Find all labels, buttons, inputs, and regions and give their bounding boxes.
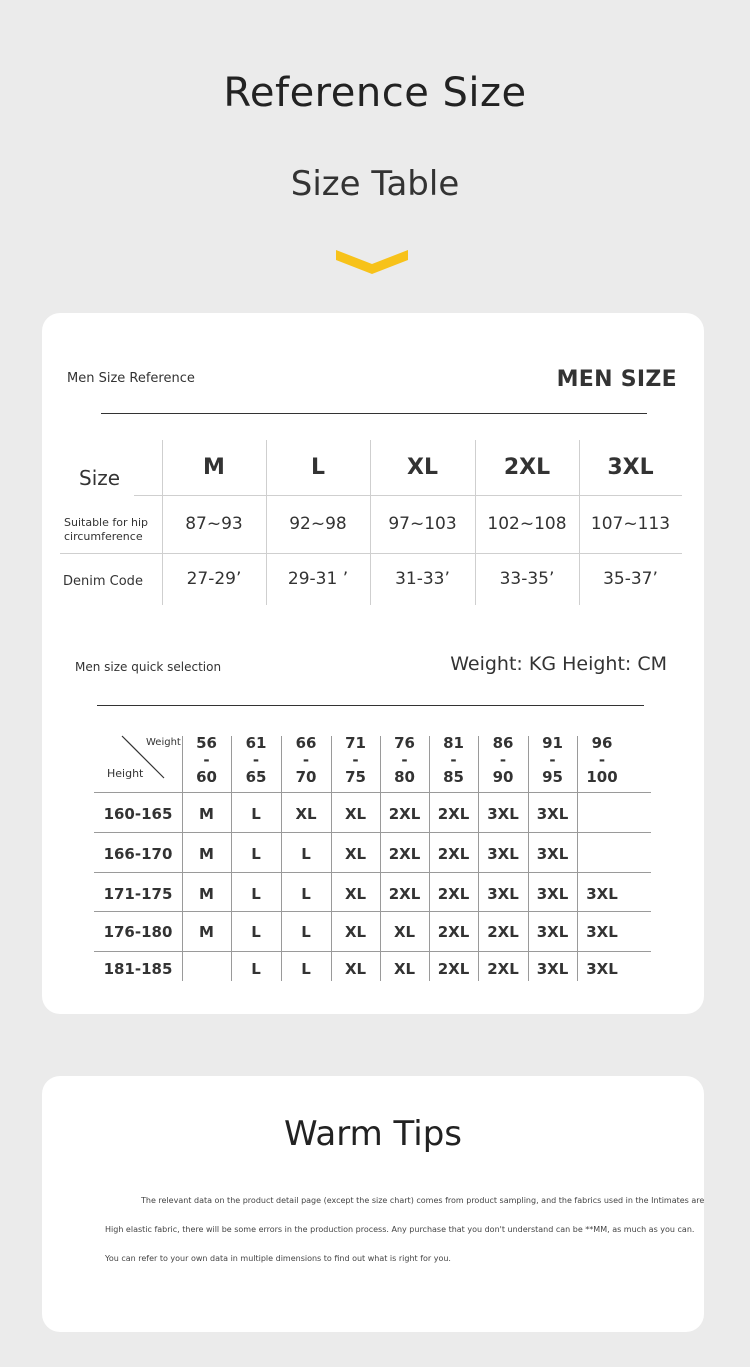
grid-line	[94, 911, 651, 912]
range-separator: -	[549, 751, 556, 769]
weight-range-header	[331, 735, 380, 786]
weight-range-header	[577, 735, 627, 786]
size-column-header: XL	[407, 455, 438, 480]
tips-line: The relevant data on the product detail page (except the size chart) comes from product sampling, and the fabrics used in the Intimates are	[141, 1196, 705, 1205]
weight-value: 100	[586, 768, 618, 786]
size-recommendation-cell: 2XL	[388, 885, 421, 903]
weight-value: 56	[196, 734, 217, 752]
size-recommendation-cell: 2XL	[487, 923, 519, 941]
weight-range-header	[380, 735, 429, 786]
page-subtitle: Size Table	[290, 164, 460, 204]
chevron-down-icon	[336, 247, 408, 275]
size-recommendation-cell: 3XL	[586, 923, 618, 941]
size-recommendation-cell: 3XL	[487, 805, 519, 823]
size-recommendation-cell: XL	[295, 805, 317, 823]
tips-line: High elastic fabric, there will be some errors in the production process. Any purchase that you don't understand can be **MM, as much as you can.	[105, 1225, 695, 1234]
range-separator: -	[598, 751, 606, 769]
divider	[97, 705, 644, 706]
weight-range-header	[478, 735, 528, 786]
size-recommendation-cell: XL	[344, 845, 367, 863]
range-separator: -	[252, 751, 260, 769]
size-table-cell: 92~98	[289, 514, 347, 534]
size-recommendation-cell: 2XL	[388, 805, 421, 823]
range-separator: -	[401, 751, 408, 769]
height-range-label: 160-165	[103, 805, 173, 823]
size-recommendation-cell: 2XL	[437, 923, 470, 941]
weight-value: 95	[542, 768, 563, 786]
size-column-header: 3XL	[607, 455, 654, 480]
size-recommendation-cell: 3XL	[487, 845, 519, 863]
size-recommendation-cell	[577, 802, 627, 826]
warm-tips-card	[42, 1076, 704, 1332]
size-table-cell: 29-31 ’	[287, 569, 349, 589]
section-label-quick-selection: Men size quick selection	[75, 660, 222, 674]
range-separator: -	[499, 751, 507, 769]
weight-range-header	[281, 735, 331, 786]
size-recommendation-cell: 2XL	[437, 805, 470, 823]
size-recommendation-cell: L	[251, 923, 261, 941]
height-range-label: 181-185	[103, 960, 173, 978]
size-recommendation-cell: XL	[344, 960, 367, 978]
grid-line	[94, 792, 651, 793]
grid-line	[94, 832, 651, 833]
weight-range-header	[429, 735, 478, 786]
height-range-label: 171-175	[103, 885, 173, 903]
size-recommendation-cell: L	[251, 885, 261, 903]
range-separator: -	[302, 751, 310, 769]
size-table-cell: 33-35’	[499, 569, 555, 589]
size-recommendation-cell: 3XL	[536, 960, 569, 978]
grid-line	[94, 872, 651, 873]
weight-value: 75	[345, 768, 366, 786]
size-recommendation-cell: XL	[393, 960, 416, 978]
weight-value: 81	[443, 734, 464, 752]
weight-value: 71	[345, 734, 366, 752]
size-recommendation-cell: L	[301, 923, 311, 941]
divider	[101, 413, 647, 414]
unit-label: Weight: KG Height: CM	[450, 653, 667, 675]
size-recommendation-cell: 3XL	[536, 923, 569, 941]
row-label-denim: Denim Code	[63, 574, 143, 589]
size-recommendation-cell: M	[199, 923, 214, 941]
range-separator: -	[352, 751, 359, 769]
size-recommendation-cell: 2XL	[388, 845, 421, 863]
weight-range-header	[528, 735, 577, 786]
weight-value: 66	[295, 734, 317, 752]
size-recommendation-cell: 2XL	[487, 960, 519, 978]
weight-value: 80	[394, 768, 415, 786]
size-table-cell: 27-29’	[186, 569, 242, 589]
size-table-cell: 102~108	[487, 514, 567, 534]
size-recommendation-cell: L	[301, 845, 311, 863]
weight-value: 65	[245, 768, 267, 786]
size-recommendation-cell: L	[251, 805, 261, 823]
range-separator: -	[450, 751, 457, 769]
size-recommendation-cell: L	[301, 885, 311, 903]
row-label-hip: Suitable for hip circumference	[64, 516, 148, 543]
weight-header: Weight	[146, 737, 181, 748]
size-recommendation-cell: 3XL	[586, 960, 618, 978]
size-recommendation-cell: L	[251, 845, 261, 863]
size-recommendation-cell: M	[199, 805, 214, 823]
size-table-cell: 97~103	[388, 514, 457, 534]
warm-tips-title: Warm Tips	[283, 1114, 463, 1154]
size-recommendation-cell: XL	[393, 923, 416, 941]
height-range-label: 176-180	[103, 923, 173, 941]
size-column-header: M	[203, 455, 225, 480]
weight-range-header	[231, 735, 281, 786]
size-recommendation-cell: XL	[344, 885, 367, 903]
size-recommendation-cell	[577, 842, 627, 866]
weight-value: 61	[245, 734, 267, 752]
height-range-label: 166-170	[103, 845, 173, 863]
size-table-cell: 35-37’	[603, 569, 658, 589]
size-recommendation-cell: 3XL	[536, 885, 569, 903]
size-recommendation-cell	[182, 957, 231, 981]
size-column-header: L	[310, 455, 326, 480]
weight-value: 96	[591, 734, 613, 752]
size-table-cell: 107~113	[590, 514, 671, 534]
size-recommendation-cell: 3XL	[586, 885, 618, 903]
weight-range-header	[182, 735, 231, 786]
weight-value: 76	[394, 734, 415, 752]
weight-value: 90	[492, 768, 514, 786]
size-recommendation-cell: 2XL	[437, 960, 470, 978]
weight-value: 86	[492, 734, 514, 752]
height-header: Height	[107, 767, 144, 780]
weight-value: 85	[443, 768, 464, 786]
size-recommendation-cell: M	[199, 845, 214, 863]
section-label-men-size-reference: Men Size Reference	[67, 371, 195, 386]
weight-value: 91	[542, 734, 563, 752]
size-recommendation-cell: XL	[344, 923, 367, 941]
weight-value: 70	[295, 768, 317, 786]
size-recommendation-cell: 3XL	[536, 805, 569, 823]
grid-line	[94, 951, 651, 952]
size-reference-card	[42, 313, 704, 1014]
size-recommendation-cell: 3XL	[536, 845, 569, 863]
page-title: Reference Size	[223, 70, 527, 116]
size-recommendation-cell: 2XL	[437, 845, 470, 863]
range-separator: -	[203, 751, 210, 769]
size-recommendation-cell: 3XL	[487, 885, 519, 903]
size-label: Size	[79, 466, 121, 490]
size-table-cell: 87~93	[185, 514, 243, 534]
size-table-cell: 31-33’	[395, 569, 450, 589]
size-column-header: 2XL	[503, 455, 551, 480]
size-recommendation-cell: 2XL	[437, 885, 470, 903]
size-recommendation-cell: L	[301, 960, 311, 978]
weight-value: 60	[196, 768, 217, 786]
size-recommendation-cell: L	[251, 960, 261, 978]
tips-line: You can refer to your own data in multiple dimensions to find out what is right for you.	[105, 1254, 451, 1263]
size-recommendation-cell: XL	[344, 805, 367, 823]
men-size-badge: MEN SIZE	[556, 367, 677, 392]
size-recommendation-cell: M	[199, 885, 214, 903]
